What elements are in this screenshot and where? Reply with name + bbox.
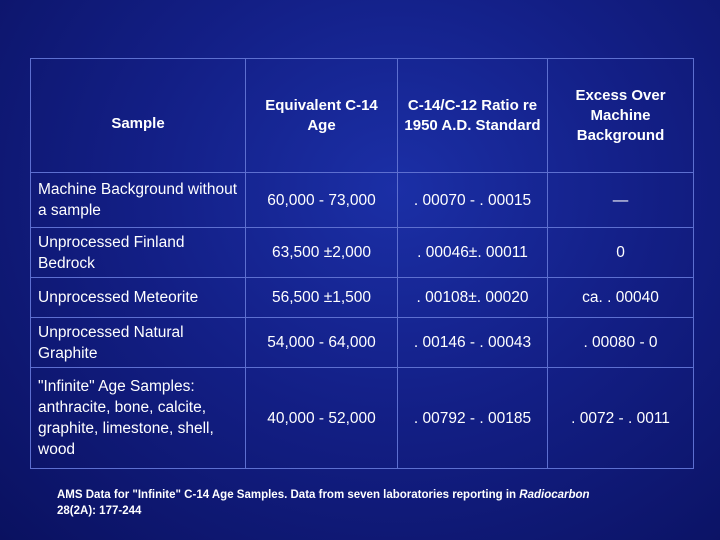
note-journal: Radiocarbon <box>519 489 590 501</box>
table-row <box>31 278 694 318</box>
row-age: 40,000 - 52,000 <box>246 368 398 469</box>
row-excess: . 00080 - 0 <box>548 318 694 368</box>
row-age: 63,500 ±2,000 <box>246 228 398 278</box>
row-sample: Machine Background without a sample <box>31 173 246 228</box>
source-note <box>57 487 617 519</box>
row-age: 54,000 - 64,000 <box>246 318 398 368</box>
row-sample: Unprocessed Meteorite <box>31 278 246 318</box>
row-excess: 0 <box>548 228 694 278</box>
header-excess: Excess Over Machine Background <box>548 59 694 173</box>
table-header-row <box>31 59 694 173</box>
table-row <box>31 318 694 368</box>
row-age: 60,000 - 73,000 <box>246 173 398 228</box>
note-citation: 28(2A): 177-244 <box>57 505 142 517</box>
header-sample: Sample <box>31 59 246 173</box>
header-ratio: C-14/C-12 Ratio re 1950 A.D. Standard <box>398 59 548 173</box>
data-table <box>30 58 694 469</box>
row-excess: ca. . 00040 <box>548 278 694 318</box>
header-age: Equivalent C-14 Age <box>246 59 398 173</box>
table-row <box>31 173 694 228</box>
table-row <box>31 228 694 278</box>
row-sample: Unprocessed Natural Graphite <box>31 318 246 368</box>
row-excess: . 0072 - . 0011 <box>548 368 694 469</box>
table-row <box>31 368 694 469</box>
row-ratio: . 00792 - . 00185 <box>398 368 548 469</box>
row-excess: — <box>548 173 694 228</box>
row-sample: Unprocessed Finland Bedrock <box>31 228 246 278</box>
row-age: 56,500 ±1,500 <box>246 278 398 318</box>
row-ratio: . 00108±. 00020 <box>398 278 548 318</box>
row-sample: "Infinite" Age Samples: anthracite, bone, calcite, graphite, limestone, shell, wood <box>31 368 246 469</box>
row-ratio: . 00070 - . 00015 <box>398 173 548 228</box>
row-ratio: . 00146 - . 00043 <box>398 318 548 368</box>
note-text: AMS Data for "Infinite" C-14 Age Samples. Data from seven laboratories reporting in <box>57 489 520 501</box>
row-ratio: . 00046±. 00011 <box>398 228 548 278</box>
